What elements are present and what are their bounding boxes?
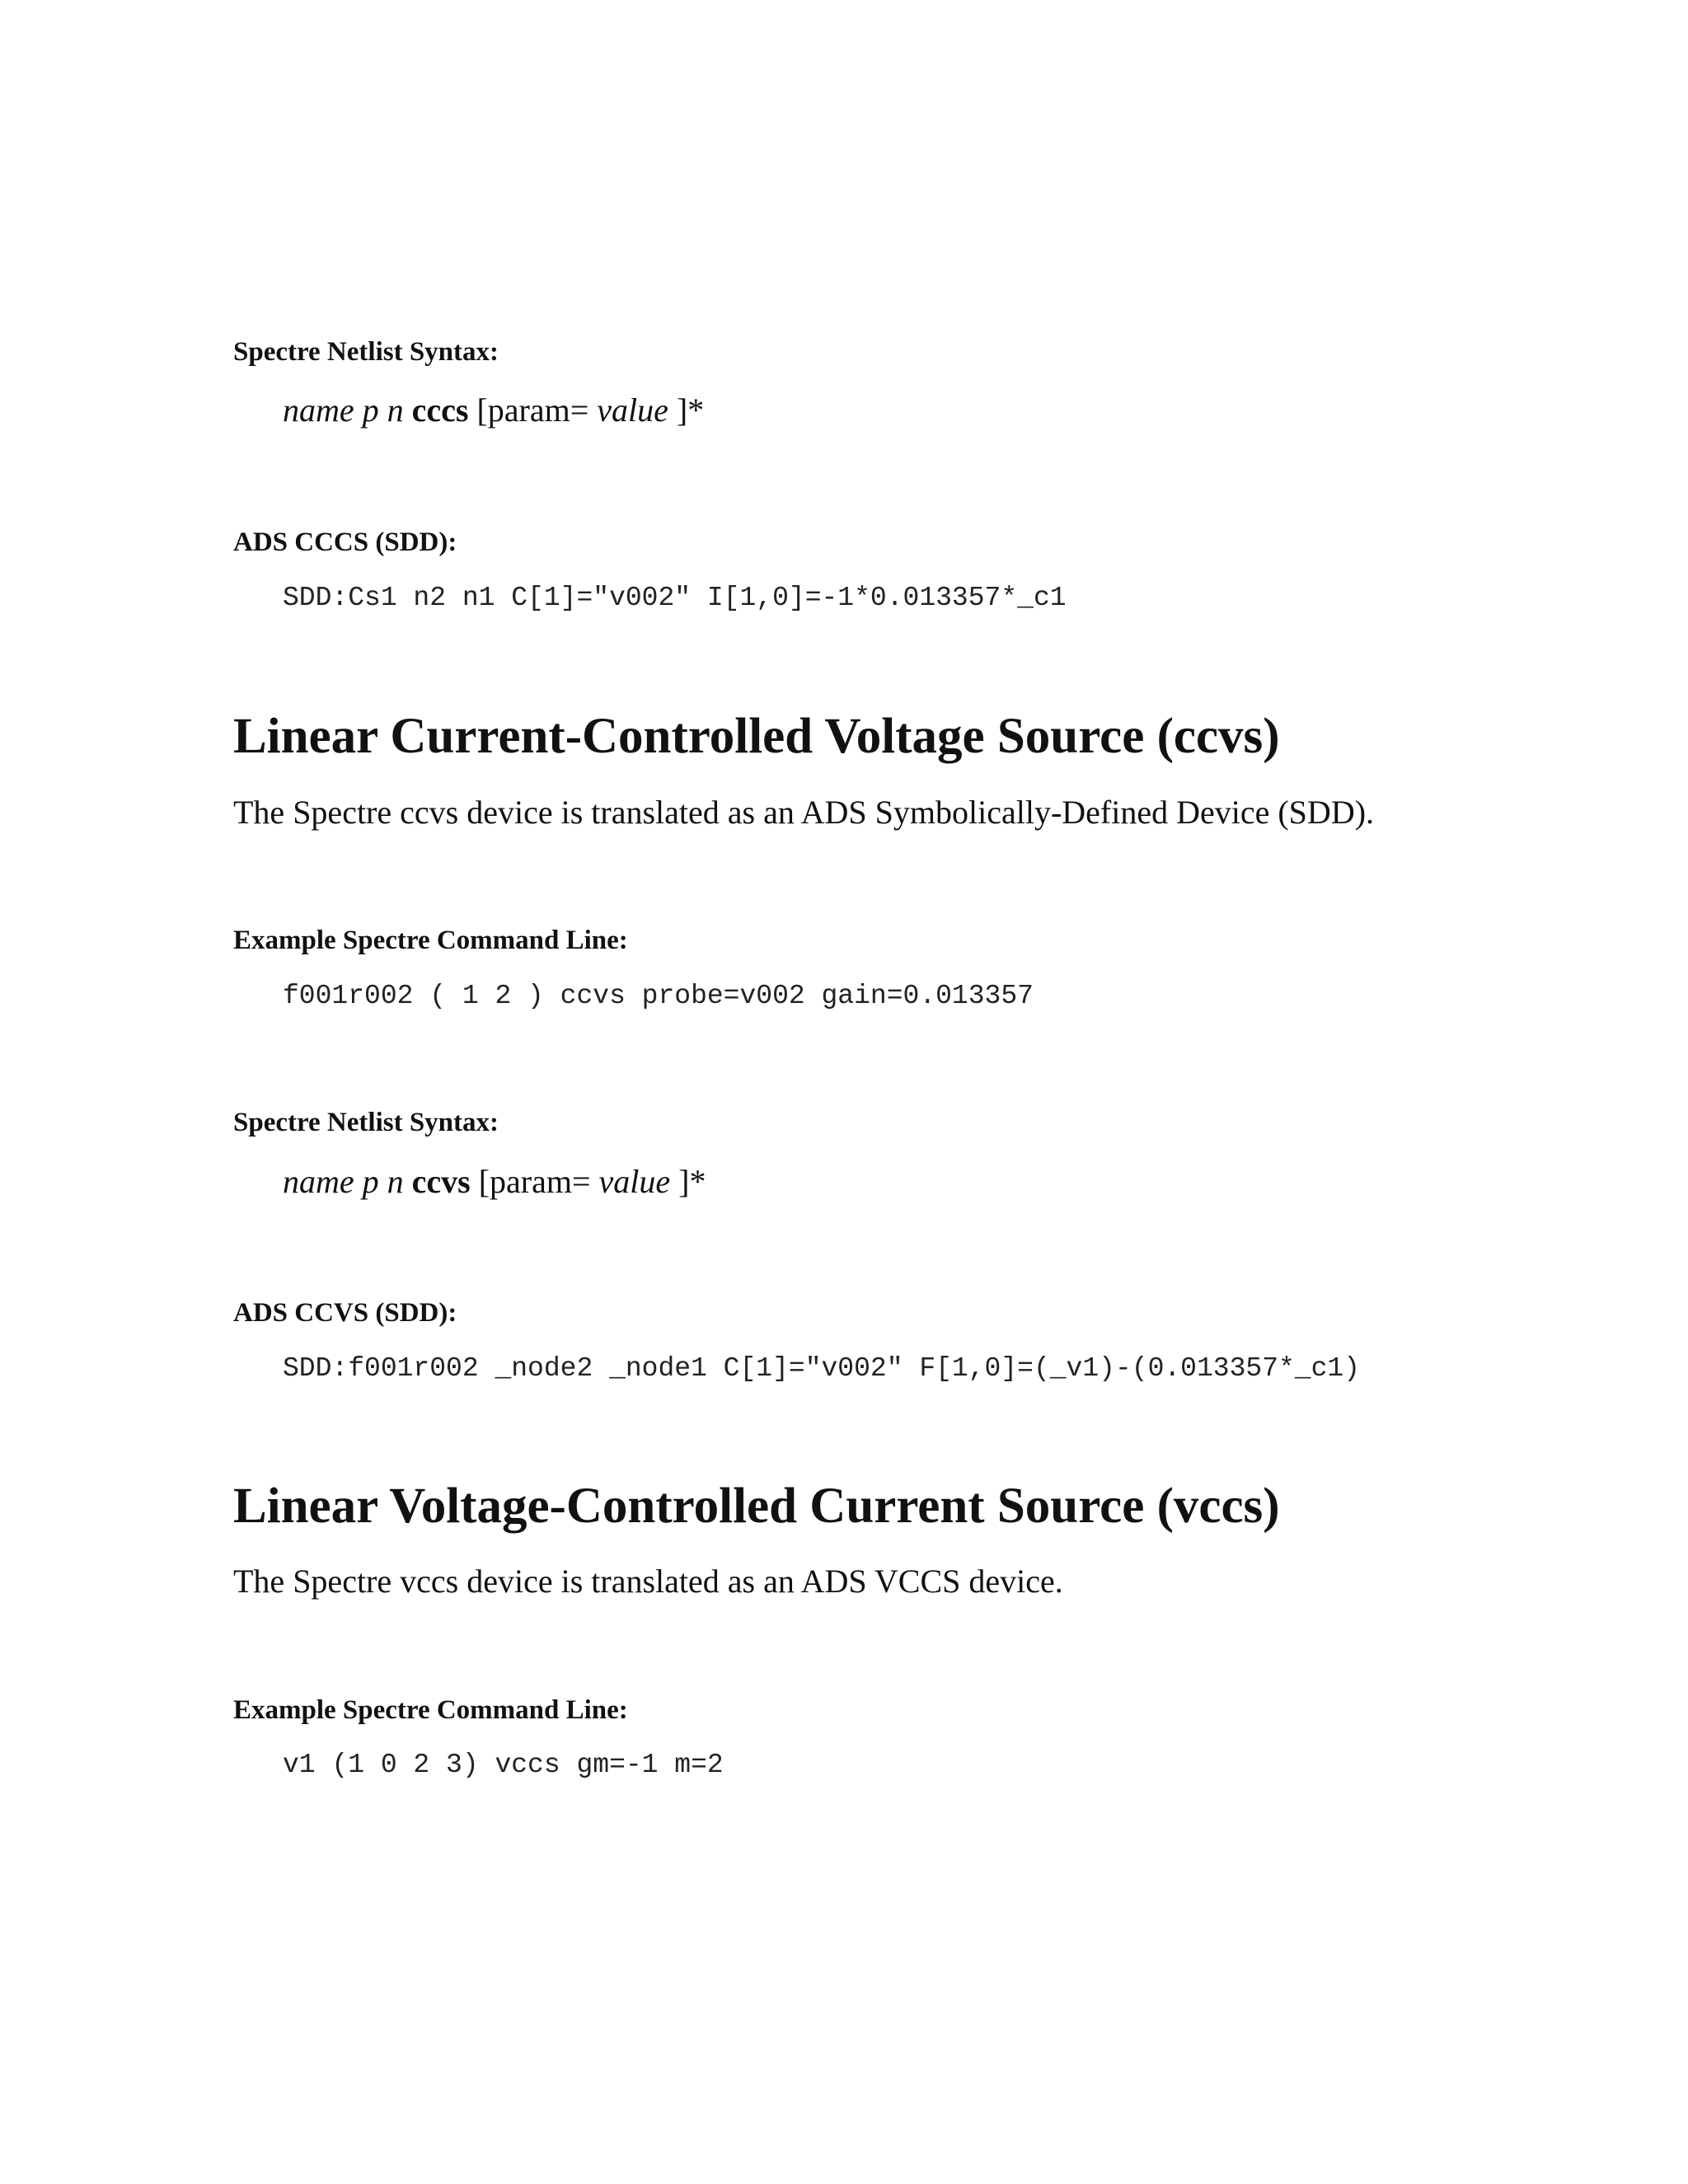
ccvs-section-heading: Linear Current-Controlled Voltage Source (ccvs) [233,709,1280,764]
ccvs-netlist-syntax [283,1162,706,1202]
cccs-ads-code: SDD:Cs1 n2 n1 C[1]="v002" I[1,0]=-1*0.013357*_c1 [283,583,1067,613]
syntax-value: value [598,1163,671,1200]
vccs-section-heading: Linear Voltage-Controlled Current Source (vccs) [233,1479,1280,1534]
syntax-param: [param= [478,1163,591,1200]
syntax-param: [param= [476,391,589,429]
syntax-n: n [387,391,404,429]
ccvs-netlist-syntax-label: Spectre Netlist Syntax: [233,1108,499,1137]
syntax-value: value [597,391,668,429]
ccvs-example-code: f001r002 ( 1 2 ) ccvs probe=v002 gain=0.013357 [283,981,1034,1011]
cccs-ads-label: ADS CCCS (SDD): [233,527,457,557]
ccvs-example-label: Example Spectre Command Line: [233,926,628,955]
vccs-example-code: v1 (1 0 2 3) vccs gm=-1 m=2 [283,1750,724,1780]
syntax-p: p [362,391,379,429]
ccvs-ads-label: ADS CCVS (SDD): [233,1298,457,1328]
syntax-keyword: cccs [411,391,469,429]
ccvs-ads-code: SDD:f001r002 _node2 _node1 C[1]="v002" F[1,0]=(_v1)-(0.013357*_c1) [283,1353,1361,1384]
ccvs-description: The Spectre ccvs device is translated as an ADS Symbolically-Defined Device (SDD). [233,794,1375,831]
syntax-p: p [362,1163,379,1200]
syntax-end: ]* [678,1163,706,1200]
vccs-description: The Spectre vccs device is translated as an ADS VCCS device. [233,1563,1063,1600]
cccs-netlist-syntax [283,391,704,430]
vccs-example-label: Example Spectre Command Line: [233,1695,628,1725]
syntax-name: name [283,1163,354,1200]
syntax-n: n [387,1163,404,1200]
syntax-name: name [283,391,354,429]
syntax-end: ]* [676,391,705,429]
syntax-keyword: ccvs [411,1163,471,1200]
cccs-netlist-syntax-label: Spectre Netlist Syntax: [233,337,499,367]
